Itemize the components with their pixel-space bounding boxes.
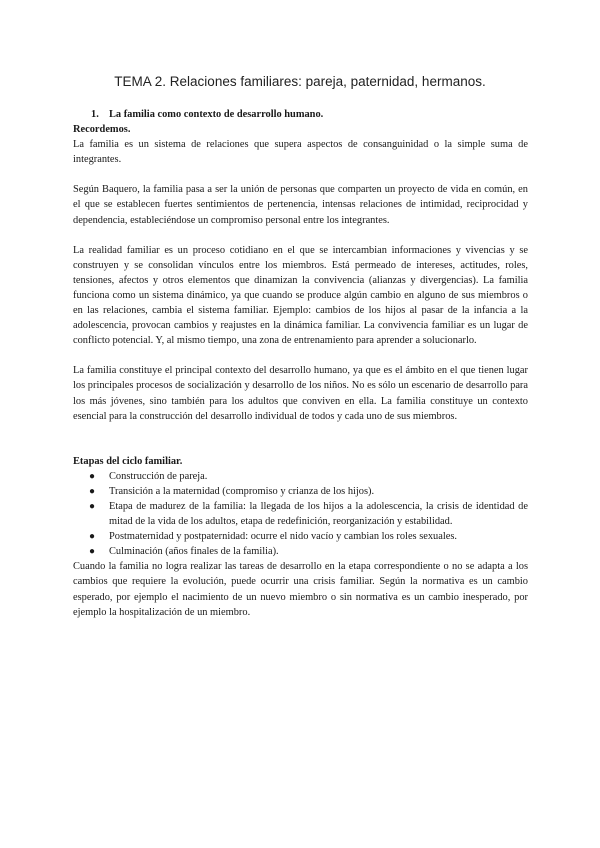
- section-title: La familia como contexto de desarrollo humano.: [109, 109, 324, 120]
- list-item: ● Postmaternidad y postpaternidad: ocurre el nido vacío y cambian los roles sexuales.: [73, 529, 528, 544]
- stages-list: [73, 469, 528, 560]
- page-title: TEMA 2. Relaciones familiares: pareja, paternidad, hermanos.: [114, 74, 486, 89]
- section-number: 1.: [91, 109, 99, 120]
- section-heading: [91, 107, 528, 122]
- bullet-icon: ●: [89, 546, 96, 558]
- bullet-icon: ●: [89, 500, 96, 512]
- bullet-icon: ●: [89, 470, 96, 482]
- bullet-icon: ●: [89, 531, 96, 543]
- paragraph-2: Según Baquero, la familia pasa a ser la unión de personas que comparten un proyecto de vida en común, en el que se establecen fuertes sentimientos de pertenencia, intensas relaciones de intimidad, reciprocidad y dependencia, estableciéndose un compromiso personal entre los integrantes.: [73, 184, 528, 226]
- list-item: ● Transición a la maternidad (compromiso y crianza de los hijos).: [73, 484, 528, 499]
- paragraph-4: La familia constituye el principal contexto del desarrollo humano, ya que es el ámbito en el que tienen lugar los principales procesos de socialización y desarrollo de los niños. No es sólo un escenario de desarrollo para los más jóvenes, sino también para los adultos que conviven en ella. La familia constituye un contexto esencial para la construcción del desarrollo individual de todos y cada uno de sus miembros.: [73, 365, 528, 422]
- list-item: ● Culminación (años finales de la familia).: [73, 544, 528, 559]
- recordemos-label: Recordemos.: [73, 124, 131, 136]
- paragraph-3: La realidad familiar es un proceso cotidiano en el que se intercambian informaciones y vivencias y se construyen y se consolidan vínculos entre los miembros. Está permeado de intereses, actitudes, roles, tensiones, afectos y otros elementos que dinamizan la convivencia (alianzas y divergencias). La familia funciona como un sistema dinámico, ya que cuando se produce algún cambio en alguno de sus miembros o en las relaciones, cambia el sistema familiar. Ejemplo: cambios de los hijos al pasar de la infancia a la adolescencia, provocan cambios y reajustes en la dinámica familiar. La convivencia familiar es un lugar de conflicto potencial. Y, al mismo tiempo, una zona de entrenamiento para aprender a solucionarlo.: [73, 244, 528, 347]
- bullet-icon: ●: [89, 485, 96, 497]
- list-item: ● Construcción de pareja.: [73, 469, 528, 484]
- stages-heading: Etapas del ciclo familiar.: [73, 455, 183, 467]
- paragraph-1: La familia es un sistema de relaciones que supera aspectos de consanguinidad o la simple suma de integrantes.: [73, 139, 528, 166]
- document-body: [73, 107, 528, 620]
- closing-paragraph: Cuando la familia no logra realizar las tareas de desarrollo en la etapa correspondiente o no se adapta a los cambios que requiere la evolución, puede ocurrir una crisis familiar. Según la normativa es un cambio esperado, por ejemplo el nacimiento de un nuevo miembro o sin normativa es un cambio inesperado, por ejemplo la hospitalización de un miembro.: [73, 561, 528, 618]
- list-item: ● Etapa de madurez de la familia: la llegada de los hijos a la adolescencia, la crisis de identidad de mitad de la vida de los adultos, etapa de redefinición, reorganización y estabilidad.: [89, 500, 528, 528]
